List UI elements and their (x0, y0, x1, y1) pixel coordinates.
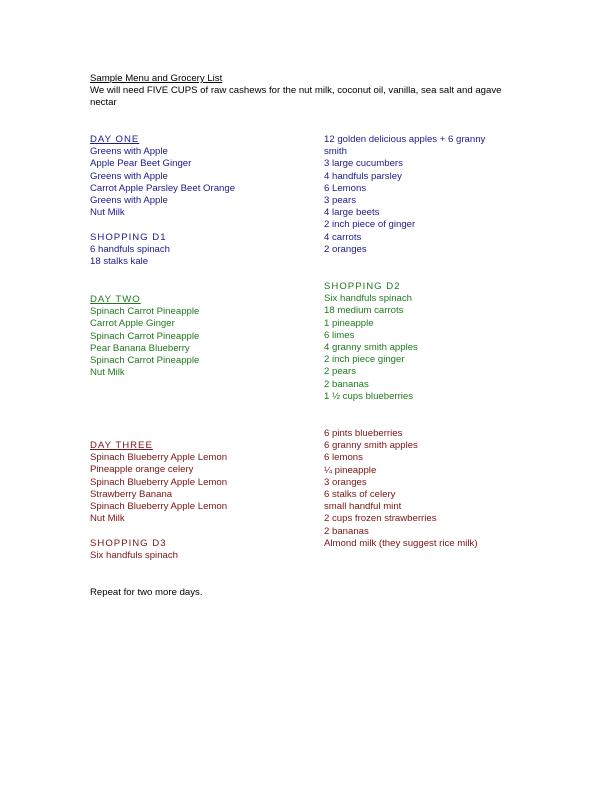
list-item: Nut Milk (90, 367, 125, 379)
day1-menu (90, 134, 235, 219)
list-item: Nut Milk (90, 207, 125, 219)
list-item: Spinach Carrot Pineapple (90, 306, 200, 318)
list-item: 2 cups frozen strawberries (324, 513, 437, 525)
list-item: 4 handfuls parsley (324, 170, 402, 182)
footer-note: Repeat for two more days. (90, 587, 203, 598)
list-item: 2 bananas (324, 525, 369, 537)
list-item: 1 ½ cups blueberries (324, 390, 414, 402)
list-item: 2 oranges (324, 243, 367, 255)
list-item: Almond milk (they suggest rice milk) (324, 537, 478, 549)
list-item: 2 pears (324, 366, 356, 378)
day1-grocery-list (324, 134, 485, 256)
list-item: Carrot Apple Ginger (90, 318, 175, 330)
list-item: 4 granny smith apples (324, 342, 418, 354)
list-item: 6 Lemons (324, 182, 367, 194)
list-item: 3 oranges (324, 476, 367, 488)
day3-heading: DAY THREE (90, 440, 153, 451)
day3-shopping (90, 538, 178, 562)
list-item: Strawberry Banana (90, 488, 173, 500)
list-item: 6 granny smith apples (324, 440, 418, 452)
list-item: ¼ pineapple (324, 464, 377, 476)
list-item: Six handfuls spinach (324, 293, 412, 305)
list-item: 6 stalks of celery (324, 489, 396, 501)
day2-shopping-heading: SHOPPING D2 (324, 281, 401, 292)
list-item: 6 pints blueberries (324, 428, 403, 439)
list-item: Carrot Apple Parsley Beet Orange (90, 182, 236, 194)
list-item: Pear Banana Blueberry (90, 342, 190, 354)
day2-heading: DAY TWO (90, 294, 141, 305)
list-item: Greens with Apple (90, 170, 168, 182)
list-item: 2 inch piece of ginger (324, 219, 416, 231)
day3-grocery-list (324, 428, 478, 550)
list-item: 6 lemons (324, 452, 363, 464)
day1-heading: DAY ONE (90, 134, 140, 145)
intro-text: We will need FIVE CUPS of raw cashews for the nut milk, coconut oil, vanilla, sea salt and agave nectar (90, 85, 502, 109)
day1-shopping-heading: SHOPPING D1 (90, 232, 167, 243)
list-item: 4 large beets (324, 207, 380, 219)
document-title: Sample Menu and Grocery List (90, 73, 223, 84)
list-item: 3 pears (324, 195, 356, 207)
day3-menu (90, 440, 227, 525)
list-item: 2 bananas (324, 378, 369, 390)
header-block (90, 73, 530, 110)
list-item: small handful mint (324, 501, 402, 513)
list-item: 12 golden delicious apples + 6 granny (324, 134, 486, 145)
list-item: Pineapple orange celery (90, 464, 194, 476)
list-item: 6 limes (324, 329, 355, 341)
list-item: 2 inch piece ginger (324, 354, 405, 366)
list-item: Greens with Apple (90, 146, 168, 158)
list-item: Spinach Blueberry Apple Lemon (90, 452, 228, 464)
list-item: Nut Milk (90, 513, 125, 525)
list-item: Six handfuls spinach (90, 550, 178, 562)
list-item: smith (324, 146, 347, 158)
list-item: 18 stalks kale (90, 256, 149, 268)
list-item: 18 medium carrots (324, 305, 404, 317)
list-item: Apple Pear Beet Ginger (90, 158, 192, 170)
list-item: 1 pineapple (324, 317, 374, 329)
day3-shopping-heading: SHOPPING D3 (90, 538, 167, 549)
list-item: 6 handfuls spinach (90, 244, 171, 256)
day2-menu (90, 294, 199, 379)
list-item: Spinach Blueberry Apple Lemon (90, 476, 228, 488)
list-item: Greens with Apple (90, 195, 168, 207)
list-item: 4 carrots (324, 231, 362, 243)
list-item: Spinach Blueberry Apple Lemon (90, 501, 228, 513)
list-item: Spinach Carrot Pineapple (90, 355, 200, 367)
list-item: 3 large cucumbers (324, 158, 403, 170)
footer-note-block (90, 587, 203, 599)
day2-shopping (324, 281, 418, 403)
list-item: Spinach Carrot Pineapple (90, 330, 200, 342)
day1-shopping (90, 232, 170, 269)
